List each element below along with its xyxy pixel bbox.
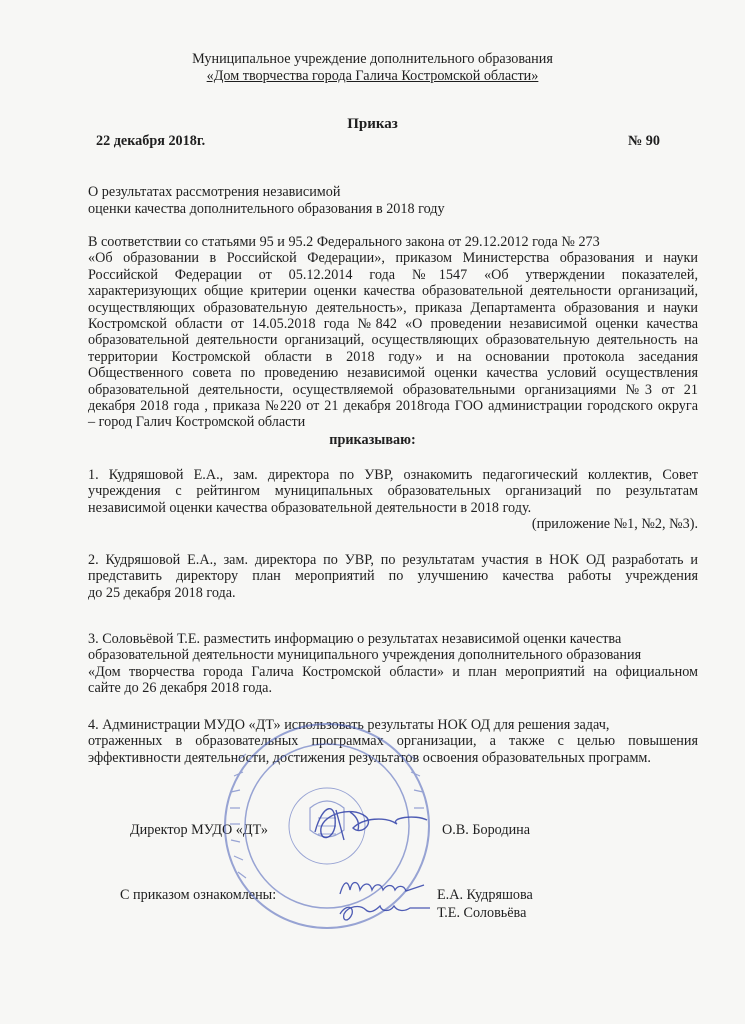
acknowledged-person-2: Т.Е. Соловьёва: [437, 905, 527, 921]
signer-name: О.В. Бородина: [442, 822, 531, 838]
preamble-line: «Об образовании в Российской Федерации», приказом Министерства образования и науки: [88, 250, 698, 267]
order-word: приказываю:: [329, 432, 416, 448]
order-date: 22 декабря 2018г.: [96, 133, 206, 149]
preamble-line: Российской Федерации от 05.12.2014 года №1547 «Об утверждении показателей,: [88, 266, 698, 283]
order-title: Приказ: [347, 116, 398, 132]
preamble-line: территории Костромской области в 2018 году» и на основании протокола заседания: [88, 348, 698, 365]
item-line: 2. Кудряшовой Е.А., зам. директора по УВР, по результатам участия в НОК ОД разработать и: [88, 552, 698, 568]
preamble-line: Костромской области от 14.05.2018 года №842 «О проведении независимой оценки качества: [88, 316, 698, 333]
director-signature-icon: [315, 809, 427, 840]
preamble-line: декабря 2018 года , приказа №220 от 21 декабря 2018года ГОО администрации городского округа: [88, 398, 698, 415]
preamble-line: Общественного совета по проведению независимой оценки качества условий осуществления: [88, 365, 698, 382]
round-stamp-icon: [225, 724, 429, 928]
item-line: 1. Кудряшовой Е.А., зам. директора по УВР, ознакомить педагогический коллектив, Совет: [88, 467, 698, 483]
org-name-line2: «Дом творчества города Галича Костромской области»: [206, 68, 539, 84]
item-line: эффективности деятельности, достижения результатов освоения образовательных программ.: [88, 749, 651, 766]
signer-position: Директор МУДО «ДТ»: [130, 822, 268, 838]
item-line: «Дом творчества города Галича Костромской области» и план мероприятий на официальном: [88, 663, 698, 680]
preamble-line: образовательной деятельности организаций, осуществляющих образовательную деятельность на: [88, 332, 698, 349]
item-line: представить директору план мероприятий по улучшению качества работы учреждения: [88, 568, 698, 585]
item-line: 4. Администрации МУДО «ДТ» использовать результаты НОК ОД для решения задач,: [88, 717, 610, 733]
preamble-line: характеризующих общие критерии оценки качества образовательной деятельности организаций,: [88, 283, 698, 300]
acknowledged-person-1: Е.А. Кудряшова: [437, 887, 533, 903]
preamble-line: осуществляющих образовательную деятельность», приказа Департамента образования и науки: [88, 299, 698, 316]
item-appendix: (приложение №1, №2, №3).: [531, 516, 698, 533]
item-line: сайте до 26 декабря 2018 года.: [88, 680, 273, 697]
item-line: учреждения с рейтингом муниципальных образовательных организаций по результатам: [88, 483, 698, 500]
org-name-line1: Муниципальное учреждение дополнительного образования: [192, 51, 553, 67]
preamble-line: образовательной деятельности, осуществляемой образовательными организациями №3 от 21: [88, 381, 698, 398]
item-line: отраженных в образовательных программах организации, а также с целью повышения: [88, 733, 698, 750]
order-number: № 90: [628, 133, 660, 149]
preamble-line: В соответствии со статьями 95 и 95.2 Федерального закона от 29.12.2012 года № 273: [88, 234, 600, 250]
preamble-line: – город Галич Костромской области: [88, 414, 306, 431]
solovyova-signature-icon: [340, 906, 430, 920]
item-line: независимой оценки качества образовательной деятельности в 2018 году.: [88, 499, 532, 516]
item-line: образовательной деятельности муниципального учреждения дополнительного образования: [88, 647, 642, 664]
acknowledgement-label: С приказом ознакомлены:: [120, 887, 277, 903]
item-line: 3. Соловьёвой Т.Е. разместить информацию о результатах независимой оценки качества: [88, 631, 622, 647]
subject-line2: оценки качества дополнительного образования в 2018 году: [88, 201, 445, 217]
subject-line1: О результатах рассмотрения независимой: [88, 184, 341, 200]
item-line: до 25 декабря 2018 года.: [88, 584, 236, 601]
